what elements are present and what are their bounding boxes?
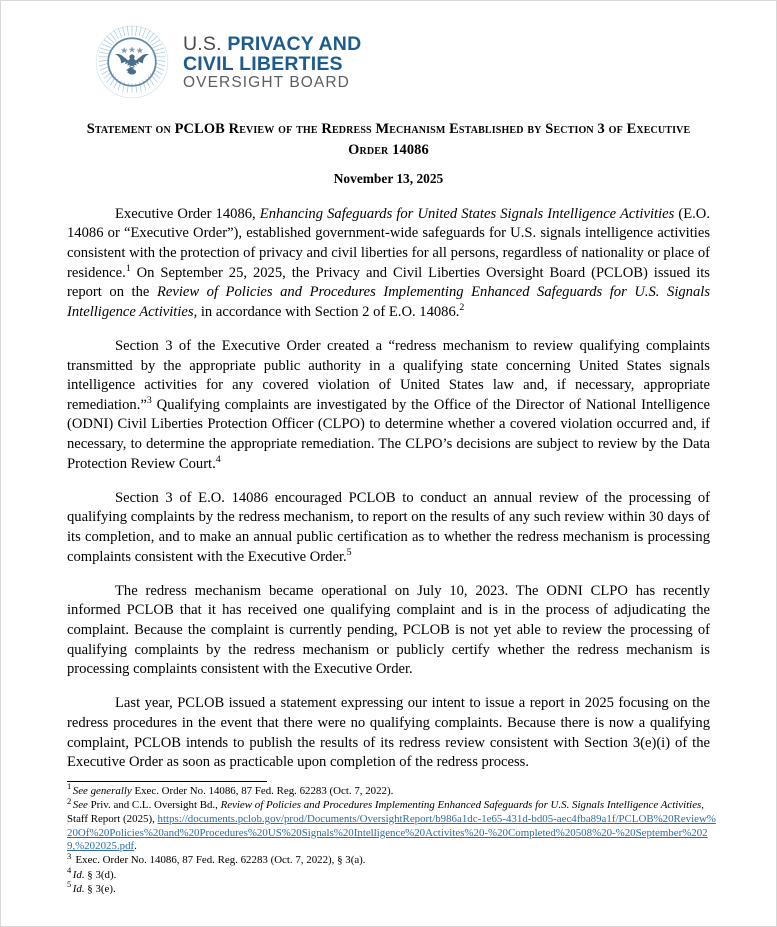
footnote-reference-3[interactable]: 3 <box>146 394 152 406</box>
wordmark-privacy-and: PRIVACY AND <box>227 32 362 55</box>
italic-run: Review of Policies and Procedures Implementing Enhanced Safeguards for U.S. Signals Intelligence Activities <box>67 284 710 320</box>
wordmark-line-3: OVERSIGHT BOARD <box>183 74 350 92</box>
footnotes-section <box>67 781 720 897</box>
italic-run: See <box>72 799 88 812</box>
footnote-separator-rule <box>67 781 267 782</box>
text-run: Priv. and C.L. Oversight Bd., <box>87 799 221 812</box>
document-date: November 13, 2025 <box>333 170 444 186</box>
italic-run: Enhancing Safeguards for United States Signals Intelligence Activities <box>259 205 675 222</box>
text-run: , in accordance with Section 2 of E.O. 14086. <box>193 303 460 320</box>
footnote-list <box>67 781 720 896</box>
footnote-5 <box>67 879 720 897</box>
wordmark-line-1 <box>183 32 362 55</box>
text-run: (E.O. 14086 or “Executive Order”), established government-wide safeguards for U.S. signals intelligence activities consistent with the protection of privacy and civil liberties for all persons, regardless of nationality or place of residence. <box>67 205 710 281</box>
body-paragraph <box>67 582 710 680</box>
body-paragraph <box>67 337 710 474</box>
italic-run: See generally <box>72 785 132 797</box>
text-run: . <box>134 840 137 853</box>
body-paragraph <box>67 205 710 323</box>
text-run: Last year, PCLOB issued a statement expressing our intent to issue a report in 2025 focusing on the redress procedures in the event that there were no qualifying complaints. Because there is now a qualifying complaint, PCLOB intends to publish the results of its redress review consistent with Section 3(e)(i) of the Executive Order as soon as practicable upon completion of the redress process. <box>67 695 710 771</box>
text-run: § 3(e). <box>84 882 116 895</box>
footnote-marker: 3 <box>67 850 72 861</box>
italic-run: Id. <box>72 868 85 881</box>
text-run: , Staff Report (2025), <box>67 799 705 825</box>
text-run: Section 3 of E.O. 14086 encouraged PCLOB to conduct an annual review of the processing of qualifying complaints by the redress mechanism, to report on the results of any such review within 30 days of its completion, and to make an annual public certification as to whether the redress mechanism is processing complaints consistent with the Executive Order. <box>67 489 710 565</box>
page-title: Statement on PCLOB Review of the Redress Mechanism Established by Section 3 of Executive Order 14086 <box>86 121 691 159</box>
footnote-1 <box>67 781 720 799</box>
title-block <box>67 119 710 187</box>
footnote-reference-5[interactable]: 5 <box>346 546 352 558</box>
footnote-2 <box>67 795 720 854</box>
footnote-reference-2[interactable]: 2 <box>459 301 465 313</box>
text-run: Exec. Order No. 14086, 87 Fed. Reg. 62283 (Oct. 7, 2022), § 3(a). <box>72 854 366 867</box>
text-run: Qualifying complaints are investigated by the Office of the Director of National Intelligence (ODNI) Civil Liberties Protection Officer (CLPO) to determine whether a covered violation occurred and, if necessary, to determine the appropriate remediation. The CLPO’s decisions are subject to review by the Data Protection Review Court. <box>67 396 710 472</box>
wordmark-us-prefix: U.S. <box>183 32 228 55</box>
footnote-link[interactable]: https://documents.pclob.gov/prod/Documents/OversightReport/b986a1dc-1e65-431d-bd05-aec4fba89a1f/PCLOB%20Review%20Of%20Policies%20and%20Procedures%20US%20Signals%20Intelligence%20Activites%20-%20Completed%20508%20-%20September%2029,%202025.pdf <box>67 812 716 853</box>
italic-run: Id. <box>72 882 85 895</box>
footnote-reference-1[interactable]: 1 <box>125 262 131 274</box>
footnote-4 <box>67 864 720 883</box>
text-run: The redress mechanism became operational on July 10, 2023. The ODNI CLPO has recently informed PCLOB that it has received one qualifying complaint and is in the process of adjudicating the complaint. Because the complaint is currently pending, PCLOB is not yet able to review the processing of qualifying complaints by the redress mechanism or publicly certify whether the redress mechanism is processing complaints consistent with the Executive Order. <box>67 582 710 678</box>
text-run: Exec. Order No. 14086, 87 Fed. Reg. 62283 (Oct. 7, 2022). <box>131 785 394 797</box>
body-paragraph <box>67 489 710 568</box>
wordmark <box>183 33 361 92</box>
document-body <box>67 205 710 773</box>
footnote-marker: 1 <box>67 781 72 792</box>
masthead <box>1 1 776 93</box>
italic-run: Review of Policies and Procedures Implementing Enhanced Safeguards for U.S. Signals Intelligence Activities <box>220 799 702 812</box>
text-run: Section 3 of the Executive Order created a “redress mechanism to review qualifying complaints transmitted by the appropriate public authority in a qualifying state concerning United States signals intelligence activities for any covered violation of United States law and, if necessary, appropriate remediation.” <box>67 337 710 413</box>
text-run: On September 25, 2025, the Privacy and Civil Liberties Oversight Board (PCLOB) issued its report on the <box>67 264 710 301</box>
pclob-eagle-seal-icon <box>93 23 171 101</box>
footnote-reference-4[interactable]: 4 <box>215 453 221 465</box>
text-run: § 3(d). <box>84 868 117 881</box>
footnote-marker: 2 <box>67 795 72 806</box>
wordmark-line-2: CIVIL LIBERTIES <box>183 52 343 75</box>
text-run: Executive Order 14086, <box>115 205 260 222</box>
footnote-3 <box>67 850 720 868</box>
footnote-marker: 4 <box>67 864 72 875</box>
footnote-marker: 5 <box>67 879 72 890</box>
body-paragraph <box>67 694 710 773</box>
